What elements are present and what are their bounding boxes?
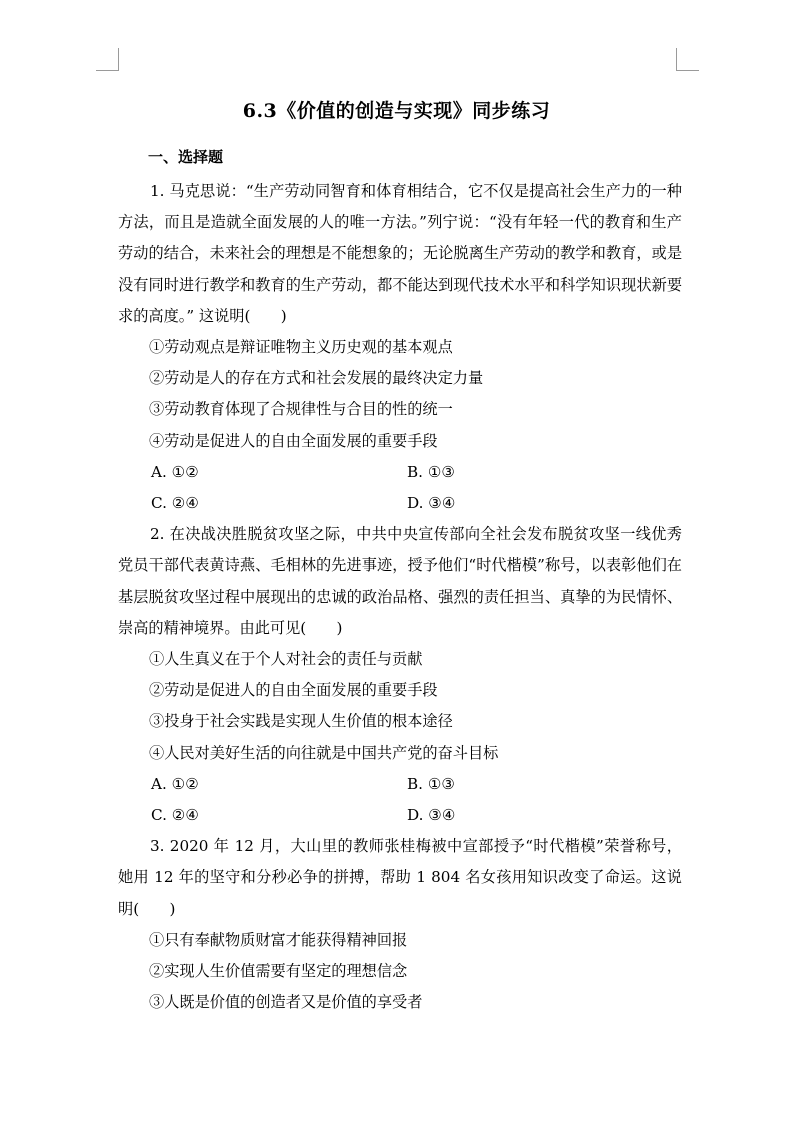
- answer-choices: [118, 488, 682, 519]
- choice-b: B. ①③: [407, 774, 456, 793]
- choice-c: C. ②④: [151, 494, 199, 513]
- answer-choices: [118, 457, 682, 488]
- crop-mark-top-left: [96, 48, 119, 71]
- statement-option: ②劳动是促进人的自由全面发展的重要手段: [149, 681, 438, 700]
- choice-a: A. ①②: [151, 774, 199, 793]
- answer-choices: [118, 800, 682, 831]
- document-title: 6.3《价值的创造与实现》同步练习: [242, 100, 551, 122]
- question-list: [118, 176, 682, 1018]
- choice-d: D. ③④: [407, 806, 456, 825]
- choice-b: B. ①③: [407, 462, 456, 481]
- question-stem: 2. 在决战决胜脱贫攻坚之际，中共中央宣传部向全社会发布脱贫攻坚一线优秀党员干部代表黄诗燕、毛相林的先进事迹，授予他们“时代楷模”称号，以表彰他们在基层脱贫攻坚过程中展现出的忠诚的政治品格、强烈的责任担当、真挚的为民情怀、崇高的精神境界。由此可见( ): [118, 525, 682, 637]
- answer-choices: [118, 769, 682, 800]
- statement-option: ④劳动是促进人的自由全面发展的重要手段: [149, 431, 438, 450]
- statement-option: ①只有奉献物质财富才能获得精神回报: [149, 930, 408, 949]
- question-stem: 1. 马克思说：“生产劳动同智育和体育相结合，它不仅是提高社会生产力的一种方法，而且是造就全面发展的人的唯一方法。”列宁说：“没有年轻一代的教育和生产劳动的结合，未来社会的理想是不能想象的；无论脱离生产劳动的教学和教育，或是没有同时进行教学和教育的生产劳动，都不能达到现代技术水平和科学知识现状新要求的高度。” 这说明( ): [118, 182, 682, 325]
- statement-option: ④人民对美好生活的向往就是中国共产党的奋斗目标: [149, 743, 499, 762]
- question-3: [118, 831, 682, 1018]
- choice-c: C. ②④: [151, 806, 199, 825]
- statement-option: ③劳动教育体现了合规律性与合目的性的统一: [149, 400, 453, 419]
- statement-option: ②劳动是人的存在方式和社会发展的最终决定力量: [149, 369, 484, 388]
- statement-option: ③人既是价值的创造者又是价值的享受者: [149, 993, 423, 1012]
- choice-d: D. ③④: [407, 494, 456, 513]
- question-1: [118, 176, 682, 519]
- statement-option: ③投身于社会实践是实现人生价值的根本途径: [149, 712, 453, 731]
- statement-option: ①劳动观点是辩证唯物主义历史观的基本观点: [149, 338, 453, 357]
- statement-option: ②实现人生价值需要有坚定的理想信念: [149, 962, 408, 981]
- crop-mark-top-right: [676, 48, 699, 71]
- section-heading: 一、选择题: [148, 148, 224, 166]
- question-2: [118, 519, 682, 831]
- choice-a: A. ①②: [151, 462, 199, 481]
- question-stem: 3. 2020 年 12 月，大山里的教师张桂梅被中宣部授予“时代楷模”荣誉称号，她用 12 年的坚守和分秒必争的拼搏，帮助 1 804 名女孩用知识改变了命运。这说明( ): [118, 837, 682, 918]
- statement-option: ①人生真义在于个人对社会的责任与贡献: [149, 650, 423, 669]
